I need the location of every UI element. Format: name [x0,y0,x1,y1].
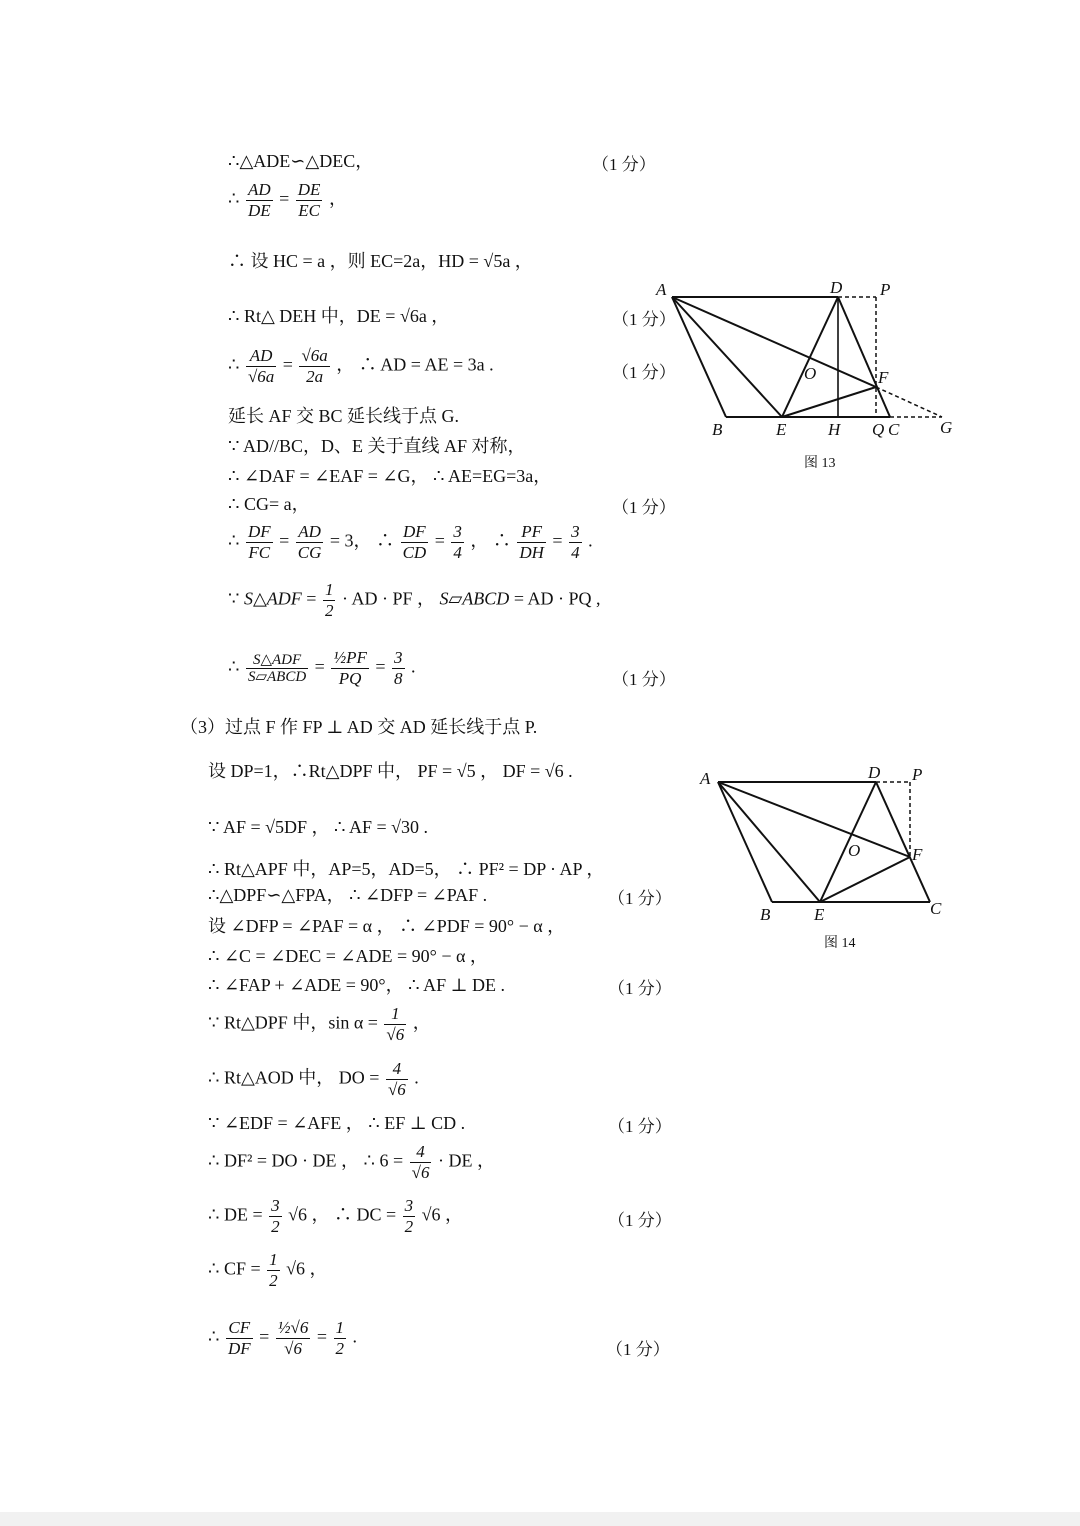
numerator: 1 [269,1250,278,1269]
fraction [246,652,308,685]
section-heading: （3）过点 F 作 FP ⊥ AD 交 AD 延长线于点 P. [180,717,538,737]
score-label: （1 分） [608,979,672,998]
fraction [246,180,273,221]
fraction [403,1196,416,1237]
numerator: AD [296,522,324,543]
punctuation: . [414,1067,419,1088]
therefore-symbol: ∴ [228,656,240,677]
fraction [267,1250,280,1291]
numerator: √6a [301,346,328,365]
point-label: C [888,420,900,439]
equals: = [259,1326,270,1347]
point-label: P [880,280,891,299]
segment-ae [672,297,782,417]
point-label: E [814,905,825,922]
equals: = [306,588,317,609]
fraction [392,648,405,689]
fraction [246,346,276,387]
proof-line-area [228,580,600,621]
numerator: 1 [324,580,334,599]
numerator: 4 [386,1059,408,1080]
proof-text: · DE ， [437,1150,495,1171]
score-label: （1 分） [612,498,676,517]
segment-ae [718,782,820,902]
numerator: CF [226,1318,253,1339]
punctuation: ， [470,530,489,551]
therefore-symbol: ∴ [492,530,511,551]
point-label: C [930,899,942,918]
numerator: AD [246,346,276,367]
proof-line-do [208,1059,419,1100]
segment-dc [876,782,930,902]
score-label: （1 分） [612,363,676,382]
numerator: ½√6 [277,1318,309,1337]
denominator: √6 [387,1080,406,1099]
denominator: √6 [284,1339,302,1358]
numerator: 3 [394,648,403,667]
denominator: 2a [306,367,324,386]
fraction [296,180,323,221]
point-label: B [712,420,723,439]
proof-text: ∴ CF = [208,1258,261,1279]
score-label: （1 分） [608,889,672,908]
denominator: DE [247,201,271,220]
proof-text: · AD · PF ， [341,588,435,609]
denominator: 2 [269,1271,278,1290]
fraction [334,1318,347,1359]
point-label: G [940,418,953,437]
denominator: 8 [394,669,403,688]
score-label: （1 分） [608,1117,672,1136]
segment-ef [782,387,876,417]
proof-line: ∴△ADE∽△DEC， [228,151,374,171]
proof-line-sin [208,1004,431,1045]
denominator: 4 [453,543,462,562]
score-label: （1 分） [606,1340,670,1359]
proof-text: √6 ， [286,1258,328,1279]
proof-line: 延长 AF 交 BC 延长线于点 G. [228,406,460,426]
therefore-symbol: ∴ [376,530,395,551]
fraction [323,580,336,621]
fraction [246,522,273,563]
proof-text: = 3， [329,530,372,551]
segment-dc [838,297,890,417]
therefore-symbol: ∴ [228,354,240,375]
segment-ab [672,297,726,417]
therefore-symbol: ∴ [228,530,240,551]
fraction [517,522,546,563]
denominator: √6a [247,367,275,386]
proof-line: ∴ ∠DAF = ∠EAF = ∠G， ∴ AE=EG=3a， [228,466,552,486]
proof-line: ∵ ∠EDF = ∠AFE ， ∴ EF ⊥ CD . [208,1113,466,1133]
denominator: PQ [338,669,362,688]
equals: = [434,530,445,551]
numerator: DF [401,522,429,543]
proof-line: ∵ AD//BC，D、E 关于直线 AF 对称， [228,436,526,456]
proof-line: ∴ ∠C = ∠DEC = ∠ADE = 90° − α ， [208,946,488,966]
proof-line-ratio [228,346,494,387]
proof-text: ∴ DE = [208,1204,263,1225]
fraction [401,522,429,563]
numerator: PF [517,522,546,543]
proof-line-de [208,1196,463,1237]
numerator: 1 [384,1004,406,1025]
equals: = [282,354,293,375]
proof-text: ∴ Rt△AOD 中， DO = [208,1067,380,1088]
score-label: （1 分） [612,310,676,329]
proof-text: ∴ DF² = DO · DE ， ∴ 6 = [208,1150,404,1171]
point-label: E [776,420,787,439]
fraction [331,648,369,689]
equals: = [552,530,563,551]
score-label: （1 分） [608,1211,672,1230]
denominator: DH [519,543,544,562]
fraction [296,522,324,563]
area-symbol: S▱ABCD [439,588,510,609]
numerator: 3 [453,522,462,541]
numerator: AD [247,180,271,199]
fraction [386,1059,408,1100]
proof-text: √6 ， [421,1204,464,1225]
proof-line-cf [208,1250,328,1291]
proof-line: ∴ Rt△APF 中，AP=5，AD=5， ∴ PF² = DP · AP ， [208,859,605,879]
point-label: P [912,765,923,784]
denominator: √6 [386,1025,405,1044]
proof-line: 设 DP=1，∴Rt△DPF 中， PF = √5 ， DF = √6 . [208,761,573,781]
segment-af [672,297,876,387]
numerator: 3 [271,1196,280,1215]
denominator: 2 [324,601,334,620]
proof-line: ∴ 设 HC = a ，则 EC=2a，HD = √5a ， [228,251,533,271]
fraction [299,346,329,387]
equals: = [314,656,325,677]
proof-line-ratio [228,180,347,221]
point-label: D [868,763,881,782]
numerator: S△ADF [246,652,308,669]
figure-caption: 图 13 [804,456,836,471]
denominator: 2 [404,1217,414,1236]
proof-line-area-ratio [228,648,416,689]
proof-text: ∵ Rt△DPF 中，sin α = [208,1012,378,1033]
proof-line-df [208,1142,495,1183]
score-label: （1 分） [612,670,676,689]
numerator: DE [297,180,321,199]
proof-line: ∴ CG= a， [228,494,310,514]
numerator: 4 [410,1142,432,1163]
denominator: DF [227,1339,251,1358]
figure-caption: 图 14 [824,936,856,951]
denominator: 2 [271,1217,280,1236]
therefore-symbol: ∴ [228,188,240,209]
proof-line: ∵ AF = √5DF ， ∴ AF = √30 . [208,817,429,837]
point-label: F [878,368,889,387]
punctuation: . [411,656,416,677]
proof-text: ， ∴ AD = AE = 3a . [336,354,494,375]
point-label: H [828,420,841,439]
proof-line: 设 ∠DFP = ∠PAF = α ， ∴ ∠PDF = 90° − α ， [208,916,566,936]
fraction [384,1004,406,1045]
denominator: √6 [411,1163,430,1182]
proof-line-final [208,1318,357,1359]
equals: = [316,1326,328,1347]
punctuation: ， [328,188,347,209]
numerator: 3 [571,522,580,541]
punctuation: ， [412,1012,431,1033]
denominator: CG [297,543,322,562]
denominator: EC [298,201,320,220]
figure-14 [696,762,956,922]
numerator: DF [247,522,271,541]
point-label: O [848,841,861,860]
equals: = [279,530,290,551]
proof-text: = AD · PQ , [513,588,601,609]
fraction [276,1318,311,1359]
equals: = [279,188,290,209]
segment-ef [820,857,910,902]
segment-de [782,297,838,417]
bottom-bar [0,1512,1080,1526]
point-label: B [760,905,771,922]
point-label: D [830,278,843,297]
point-label: A [700,769,711,788]
numerator: 3 [404,1196,414,1215]
point-label: F [912,845,923,864]
because-symbol: ∵ [228,588,240,609]
denominator: 2 [335,1339,345,1358]
fraction [569,522,582,563]
figure-13 [650,275,970,445]
proof-line-ratios [228,522,593,563]
fraction [451,522,464,563]
denominator: 4 [571,543,580,562]
proof-line: ∴ Rt△ DEH 中，DE = √6a ， [228,306,450,326]
area-symbol: S△ADF [243,588,302,609]
point-label: A [656,280,667,299]
numerator: ½PF [333,648,367,667]
dashed-fg [876,387,942,417]
denominator: CD [402,543,427,562]
point-label: Q [872,420,885,439]
fraction [269,1196,282,1237]
score-label: （1 分） [592,155,656,174]
proof-line: ∴ ∠FAP + ∠ADE = 90°， ∴ AF ⊥ DE . [208,975,506,995]
proof-text: √6 ， ∴ DC = [288,1204,397,1225]
denominator: FC [248,543,271,562]
punctuation: . [588,530,593,551]
fraction [410,1142,432,1183]
proof-line: ∴△DPF∽△FPA， ∴ ∠DFP = ∠PAF . [208,885,488,905]
denominator: S▱ABCD [247,669,307,685]
fraction [226,1318,253,1359]
punctuation: . [352,1326,358,1347]
numerator: 1 [335,1318,345,1337]
equals: = [375,656,386,677]
point-label: O [804,364,817,383]
therefore-symbol: ∴ [208,1326,220,1347]
